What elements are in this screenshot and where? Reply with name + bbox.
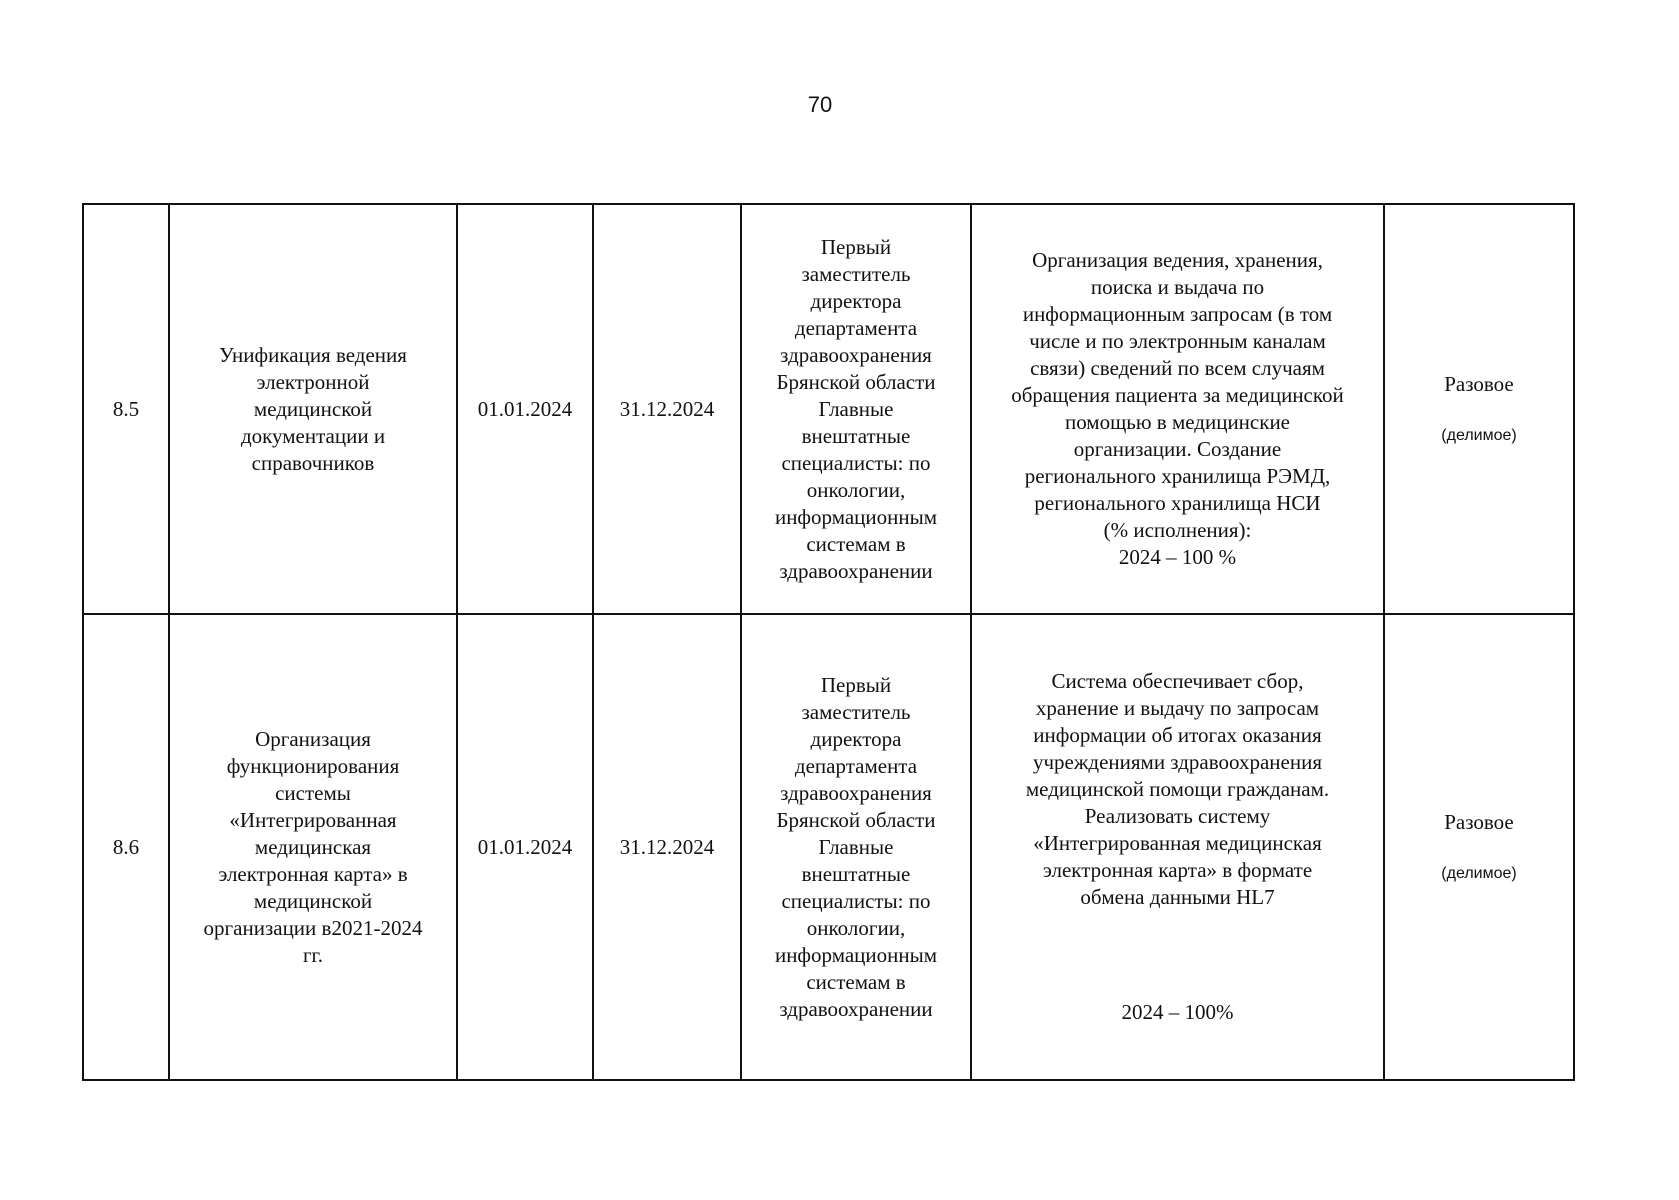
end-date-cell: 31.12.2024 <box>593 204 741 614</box>
type-cell <box>1384 204 1574 614</box>
item-number-cell: 8.5 <box>83 204 169 614</box>
type-sublabel: (делимое) <box>1441 865 1517 882</box>
type-cell <box>1384 614 1574 1080</box>
result-target: 2024 – 100% <box>1121 1000 1234 1024</box>
responsible-cell: Первый заместитель директора департамента здравоохранения Брянской области Главные внештатные специалисты: по онкологии, информационным системам в здравоохранении <box>741 614 971 1080</box>
activity-name-cell: Организация функционирования системы «Интегрированная медицинская электронная карта» в медицинской организации в2021-2024 гг. <box>169 614 457 1080</box>
result-text: Система обеспечивает сбор, хранение и выдачу по запросам информации об итогах оказания учреждениями здравоохранения медицинской помощи гражданам. Реализовать систему «Интегрированная медицинская электронная карта» в формате обмена данными HL7 <box>1025 669 1330 909</box>
end-date-cell: 31.12.2024 <box>593 614 741 1080</box>
responsible-cell: Первый заместитель директора департамента здравоохранения Брянской области Главные внештатные специалисты: по онкологии, информационным системам в здравоохранении <box>741 204 971 614</box>
activities-table <box>82 203 1575 1081</box>
type-label: Разовое <box>1444 372 1514 396</box>
result-cell <box>971 614 1384 1080</box>
table-row <box>83 204 1574 614</box>
start-date-cell: 01.01.2024 <box>457 614 593 1080</box>
item-number-cell: 8.6 <box>83 614 169 1080</box>
type-sublabel: (делимое) <box>1441 427 1517 444</box>
result-cell: Организация ведения, хранения, поиска и выдача по информационным запросам (в том числе и по электронным каналам связи) сведений по всем случаям обращения пациента за медицинской помощью в медицинские организации. Создание регионального хранилища РЭМД, регионального хранилища НСИ (% исполнения): 2024 – 100 % <box>971 204 1384 614</box>
table-row <box>83 614 1574 1080</box>
start-date-cell: 01.01.2024 <box>457 204 593 614</box>
type-label: Разовое <box>1444 810 1514 834</box>
page-number: 70 <box>807 92 833 117</box>
result-spacer <box>976 938 1379 972</box>
activity-name-cell: Унификация ведения электронной медицинской документации и справочников <box>169 204 457 614</box>
